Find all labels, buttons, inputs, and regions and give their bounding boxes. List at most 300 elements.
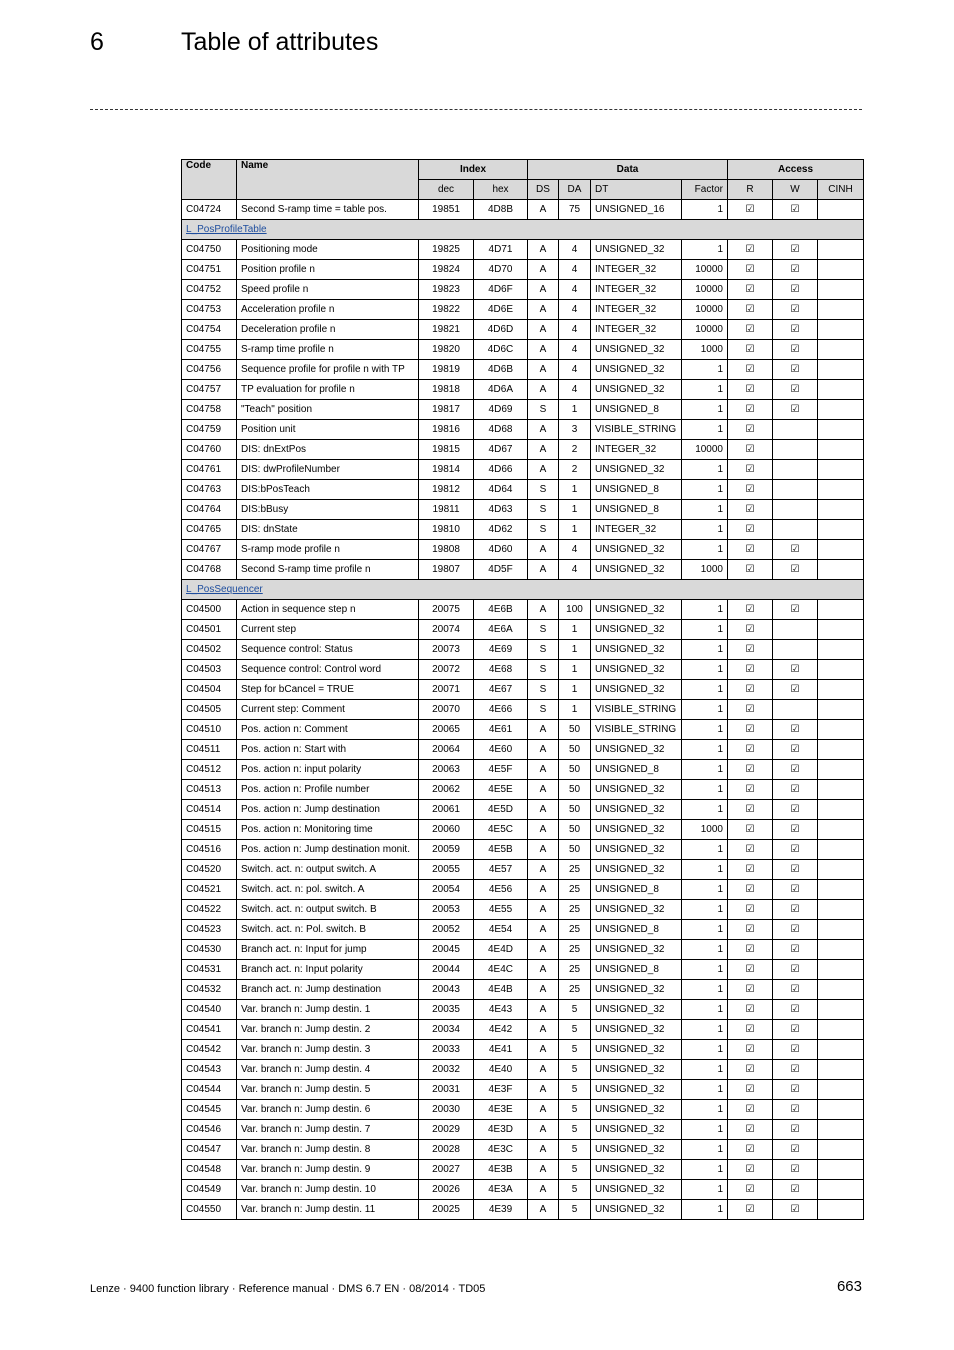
- cell-dt: UNSIGNED_32: [591, 640, 682, 660]
- cell-factor: 1: [682, 940, 728, 960]
- cell-r: ☑: [728, 720, 773, 740]
- cell-dt: UNSIGNED_32: [591, 560, 682, 580]
- cell-dt: UNSIGNED_8: [591, 760, 682, 780]
- cell-w: ☑: [773, 900, 818, 920]
- cell-dt: UNSIGNED_32: [591, 840, 682, 860]
- cell-code: C04545: [182, 1100, 237, 1120]
- cell-cinh: [818, 700, 864, 720]
- cell-da: 1: [559, 520, 591, 540]
- cell-code: C04765: [182, 520, 237, 540]
- cell-dt: UNSIGNED_32: [591, 240, 682, 260]
- table-row: [182, 960, 864, 980]
- cell-r: ☑: [728, 620, 773, 640]
- cell-w: [773, 700, 818, 720]
- section-link[interactable]: L_PosSequencer: [186, 584, 263, 595]
- cell-cinh: [818, 960, 864, 980]
- cell-ds: S: [528, 480, 559, 500]
- cell-da: 100: [559, 600, 591, 620]
- cell-ds: A: [528, 1040, 559, 1060]
- cell-da: 5: [559, 1080, 591, 1100]
- cell-name: TP evaluation for profile n: [237, 380, 419, 400]
- cell-dt: VISIBLE_STRING: [591, 700, 682, 720]
- cell-hex: 4E57: [474, 860, 528, 880]
- cell-r: ☑: [728, 800, 773, 820]
- cell-factor: 1: [682, 1120, 728, 1140]
- cell-cinh: [818, 400, 864, 420]
- cell-hex: 4E41: [474, 1040, 528, 1060]
- cell-r: ☑: [728, 660, 773, 680]
- cell-dec: 20030: [419, 1100, 474, 1120]
- cell-name: Switch. act. n: output switch. B: [237, 900, 419, 920]
- cell-code: C04521: [182, 880, 237, 900]
- cell-factor: 1: [682, 960, 728, 980]
- cell-cinh: [818, 260, 864, 280]
- cell-r: ☑: [728, 1120, 773, 1140]
- cell-dt: UNSIGNED_32: [591, 1080, 682, 1100]
- cell-hex: 4E4C: [474, 960, 528, 980]
- cell-code: C04523: [182, 920, 237, 940]
- cell-cinh: [818, 1200, 864, 1220]
- cell-hex: 4E5F: [474, 760, 528, 780]
- table-row: [182, 1000, 864, 1020]
- cell-cinh: [818, 420, 864, 440]
- cell-code: C04752: [182, 280, 237, 300]
- cell-dec: 20052: [419, 920, 474, 940]
- cell-da: 1: [559, 660, 591, 680]
- header-w: W: [773, 180, 818, 200]
- cell-factor: 1: [682, 720, 728, 740]
- cell-ds: A: [528, 360, 559, 380]
- cell-code: C04514: [182, 800, 237, 820]
- cell-name: Switch. act. n: pol. switch. A: [237, 880, 419, 900]
- cell-cinh: [818, 200, 864, 220]
- table-row: [182, 200, 864, 220]
- cell-w: [773, 420, 818, 440]
- table-row: [182, 380, 864, 400]
- footer-text: Lenze · 9400 function library · Reference manual · DMS 6.7 EN · 08/2014 · TD05: [90, 1283, 486, 1295]
- table-row: [182, 980, 864, 1000]
- cell-cinh: [818, 500, 864, 520]
- cell-factor: 1: [682, 860, 728, 880]
- cell-dt: INTEGER_32: [591, 260, 682, 280]
- cell-r: ☑: [728, 700, 773, 720]
- cell-factor: 10000: [682, 300, 728, 320]
- cell-name: DIS:bPosTeach: [237, 480, 419, 500]
- cell-name: Switch. act. n: Pol. switch. B: [237, 920, 419, 940]
- cell-w: [773, 440, 818, 460]
- table-row: [182, 600, 864, 620]
- cell-da: 25: [559, 880, 591, 900]
- cell-hex: 4D5F: [474, 560, 528, 580]
- cell-w: ☑: [773, 560, 818, 580]
- cell-dt: UNSIGNED_8: [591, 880, 682, 900]
- cell-w: ☑: [773, 980, 818, 1000]
- table-row: [182, 780, 864, 800]
- cell-r: ☑: [728, 360, 773, 380]
- cell-name: Sequence control: Status: [237, 640, 419, 660]
- cell-factor: 1: [682, 840, 728, 860]
- cell-name: Var. branch n: Jump destin. 9: [237, 1160, 419, 1180]
- cell-dt: UNSIGNED_32: [591, 360, 682, 380]
- cell-factor: 1: [682, 660, 728, 680]
- cell-w: ☑: [773, 1080, 818, 1100]
- cell-dt: INTEGER_32: [591, 440, 682, 460]
- cell-dt: UNSIGNED_32: [591, 1020, 682, 1040]
- cell-cinh: [818, 440, 864, 460]
- cell-dec: 20027: [419, 1160, 474, 1180]
- cell-da: 1: [559, 640, 591, 660]
- cell-ds: S: [528, 620, 559, 640]
- cell-factor: 1: [682, 1040, 728, 1060]
- cell-dt: INTEGER_32: [591, 520, 682, 540]
- cell-hex: 4E5B: [474, 840, 528, 860]
- cell-r: ☑: [728, 480, 773, 500]
- table-row: [182, 520, 864, 540]
- cell-ds: A: [528, 900, 559, 920]
- table-row: [182, 320, 864, 340]
- cell-factor: 1: [682, 1200, 728, 1220]
- cell-cinh: [818, 1140, 864, 1160]
- cell-ds: A: [528, 760, 559, 780]
- cell-ds: A: [528, 240, 559, 260]
- cell-dec: 19808: [419, 540, 474, 560]
- cell-da: 4: [559, 560, 591, 580]
- cell-cinh: [818, 660, 864, 680]
- cell-hex: 4D69: [474, 400, 528, 420]
- cell-dec: 19816: [419, 420, 474, 440]
- cell-r: ☑: [728, 860, 773, 880]
- cell-hex: 4E5C: [474, 820, 528, 840]
- table-row: [182, 860, 864, 880]
- header-dt: DT: [591, 180, 682, 200]
- cell-w: [773, 460, 818, 480]
- cell-ds: A: [528, 1060, 559, 1080]
- cell-w: ☑: [773, 280, 818, 300]
- cell-factor: 1: [682, 420, 728, 440]
- cell-name: Var. branch n: Jump destin. 4: [237, 1060, 419, 1080]
- cell-name: Pos. action n: Jump destination: [237, 800, 419, 820]
- cell-dec: 19818: [419, 380, 474, 400]
- cell-code: C04760: [182, 440, 237, 460]
- cell-hex: 4E42: [474, 1020, 528, 1040]
- cell-w: ☑: [773, 1180, 818, 1200]
- cell-hex: 4E55: [474, 900, 528, 920]
- cell-name: Var. branch n: Jump destin. 8: [237, 1140, 419, 1160]
- cell-factor: 1: [682, 520, 728, 540]
- cell-dec: 20061: [419, 800, 474, 820]
- cell-hex: 4D8B: [474, 200, 528, 220]
- cell-cinh: [818, 800, 864, 820]
- cell-dt: VISIBLE_STRING: [591, 420, 682, 440]
- cell-name: DIS: dwProfileNumber: [237, 460, 419, 480]
- cell-cinh: [818, 280, 864, 300]
- cell-dt: UNSIGNED_8: [591, 480, 682, 500]
- cell-code: C04546: [182, 1120, 237, 1140]
- cell-cinh: [818, 1160, 864, 1180]
- cell-factor: 1: [682, 1100, 728, 1120]
- cell-da: 4: [559, 260, 591, 280]
- section-cell: [182, 580, 864, 600]
- cell-code: C04531: [182, 960, 237, 980]
- cell-dec: 19812: [419, 480, 474, 500]
- cell-ds: A: [528, 420, 559, 440]
- cell-w: ☑: [773, 660, 818, 680]
- cell-w: ☑: [773, 300, 818, 320]
- cell-da: 25: [559, 860, 591, 880]
- cell-factor: 1000: [682, 340, 728, 360]
- section-row: [182, 580, 864, 600]
- cell-name: Pos. action n: Start with: [237, 740, 419, 760]
- table-row: [182, 540, 864, 560]
- cell-r: ☑: [728, 1160, 773, 1180]
- cell-w: [773, 480, 818, 500]
- cell-factor: 1000: [682, 560, 728, 580]
- cell-code: C04500: [182, 600, 237, 620]
- cell-r: ☑: [728, 900, 773, 920]
- cell-dt: UNSIGNED_8: [591, 920, 682, 940]
- cell-hex: 4E5D: [474, 800, 528, 820]
- cell-hex: 4D63: [474, 500, 528, 520]
- table-row: [182, 1160, 864, 1180]
- cell-w: ☑: [773, 1140, 818, 1160]
- cell-ds: A: [528, 920, 559, 940]
- cell-ds: A: [528, 860, 559, 880]
- cell-dt: INTEGER_32: [591, 320, 682, 340]
- cell-hex: 4E3D: [474, 1120, 528, 1140]
- cell-dec: 19824: [419, 260, 474, 280]
- cell-r: ☑: [728, 1180, 773, 1200]
- cell-name: Var. branch n: Jump destin. 5: [237, 1080, 419, 1100]
- cell-dec: 19817: [419, 400, 474, 420]
- cell-factor: 1: [682, 1000, 728, 1020]
- cell-w: [773, 520, 818, 540]
- cell-hex: 4D68: [474, 420, 528, 440]
- cell-name: Sequence control: Control word: [237, 660, 419, 680]
- cell-w: ☑: [773, 920, 818, 940]
- cell-hex: 4E40: [474, 1060, 528, 1080]
- cell-name: Sequence profile for profile n with TP: [237, 360, 419, 380]
- cell-dec: 20065: [419, 720, 474, 740]
- cell-code: C04520: [182, 860, 237, 880]
- cell-factor: 1: [682, 780, 728, 800]
- cell-w: ☑: [773, 1040, 818, 1060]
- cell-dec: 19814: [419, 460, 474, 480]
- cell-code: C04750: [182, 240, 237, 260]
- cell-w: ☑: [773, 880, 818, 900]
- cell-code: C04505: [182, 700, 237, 720]
- cell-r: ☑: [728, 940, 773, 960]
- cell-w: ☑: [773, 720, 818, 740]
- cell-ds: A: [528, 260, 559, 280]
- cell-da: 4: [559, 240, 591, 260]
- cell-cinh: [818, 1020, 864, 1040]
- cell-da: 25: [559, 960, 591, 980]
- cell-hex: 4D6D: [474, 320, 528, 340]
- table-row: [182, 260, 864, 280]
- cell-name: "Teach" position: [237, 400, 419, 420]
- cell-hex: 4E3C: [474, 1140, 528, 1160]
- cell-dec: 20071: [419, 680, 474, 700]
- header-da: DA: [559, 180, 591, 200]
- cell-factor: 10000: [682, 280, 728, 300]
- table-row: [182, 480, 864, 500]
- table-row: [182, 240, 864, 260]
- cell-name: Branch act. n: Input for jump: [237, 940, 419, 960]
- cell-dec: 19815: [419, 440, 474, 460]
- cell-ds: A: [528, 960, 559, 980]
- cell-code: C04543: [182, 1060, 237, 1080]
- cell-dec: 20070: [419, 700, 474, 720]
- cell-r: ☑: [728, 740, 773, 760]
- cell-hex: 4E54: [474, 920, 528, 940]
- header-cinh: CINH: [818, 180, 864, 200]
- cell-dt: UNSIGNED_32: [591, 980, 682, 1000]
- cell-da: 25: [559, 900, 591, 920]
- cell-dt: UNSIGNED_32: [591, 1140, 682, 1160]
- cell-hex: 4E5E: [474, 780, 528, 800]
- header-dec: dec: [419, 180, 474, 200]
- cell-w: ☑: [773, 1100, 818, 1120]
- cell-code: C04544: [182, 1080, 237, 1100]
- cell-hex: 4E56: [474, 880, 528, 900]
- cell-code: C04510: [182, 720, 237, 740]
- cell-code: C04755: [182, 340, 237, 360]
- cell-r: ☑: [728, 460, 773, 480]
- cell-r: ☑: [728, 520, 773, 540]
- cell-hex: 4E3A: [474, 1180, 528, 1200]
- cell-name: Var. branch n: Jump destin. 3: [237, 1040, 419, 1060]
- cell-name: Step for bCancel = TRUE: [237, 680, 419, 700]
- cell-code: C04754: [182, 320, 237, 340]
- cell-hex: 4D62: [474, 520, 528, 540]
- cell-hex: 4D66: [474, 460, 528, 480]
- cell-w: ☑: [773, 1060, 818, 1080]
- cell-da: 50: [559, 820, 591, 840]
- cell-w: ☑: [773, 600, 818, 620]
- cell-hex: 4D60: [474, 540, 528, 560]
- attribute-table: [181, 159, 864, 1220]
- cell-code: C04549: [182, 1180, 237, 1200]
- cell-r: ☑: [728, 920, 773, 940]
- cell-cinh: [818, 900, 864, 920]
- cell-hex: 4E4B: [474, 980, 528, 1000]
- cell-r: ☑: [728, 260, 773, 280]
- cell-dt: UNSIGNED_32: [591, 1120, 682, 1140]
- cell-da: 25: [559, 980, 591, 1000]
- table-row: [182, 400, 864, 420]
- cell-dt: UNSIGNED_32: [591, 860, 682, 880]
- cell-r: ☑: [728, 1000, 773, 1020]
- cell-factor: 1: [682, 400, 728, 420]
- cell-factor: 1: [682, 640, 728, 660]
- cell-dec: 20059: [419, 840, 474, 860]
- cell-w: ☑: [773, 1200, 818, 1220]
- cell-dt: UNSIGNED_32: [591, 740, 682, 760]
- cell-dec: 20075: [419, 600, 474, 620]
- cell-w: ☑: [773, 1020, 818, 1040]
- cell-da: 4: [559, 360, 591, 380]
- cell-r: ☑: [728, 960, 773, 980]
- cell-w: ☑: [773, 1000, 818, 1020]
- table-row: [182, 1100, 864, 1120]
- cell-hex: 4E68: [474, 660, 528, 680]
- cell-r: ☑: [728, 340, 773, 360]
- cell-dt: UNSIGNED_32: [591, 460, 682, 480]
- section-link[interactable]: L_PosProfileTable: [186, 224, 267, 235]
- cell-da: 50: [559, 760, 591, 780]
- cell-name: Positioning mode: [237, 240, 419, 260]
- cell-dec: 19807: [419, 560, 474, 580]
- header-r: R: [728, 180, 773, 200]
- cell-ds: A: [528, 800, 559, 820]
- cell-da: 1: [559, 620, 591, 640]
- table-row: [182, 840, 864, 860]
- cell-da: 50: [559, 800, 591, 820]
- cell-dec: 20028: [419, 1140, 474, 1160]
- cell-da: 5: [559, 1120, 591, 1140]
- cell-code: C04768: [182, 560, 237, 580]
- header-hex: hex: [474, 180, 528, 200]
- cell-r: ☑: [728, 980, 773, 1000]
- table-row: [182, 1180, 864, 1200]
- cell-dec: 20072: [419, 660, 474, 680]
- cell-factor: 10000: [682, 320, 728, 340]
- cell-ds: A: [528, 200, 559, 220]
- cell-cinh: [818, 340, 864, 360]
- cell-w: ☑: [773, 800, 818, 820]
- cell-dec: 20062: [419, 780, 474, 800]
- cell-factor: 1: [682, 1060, 728, 1080]
- cell-factor: 10000: [682, 440, 728, 460]
- header-factor: Factor: [682, 180, 728, 200]
- table-row: [182, 420, 864, 440]
- cell-hex: 4E6B: [474, 600, 528, 620]
- cell-dec: 20043: [419, 980, 474, 1000]
- cell-ds: A: [528, 980, 559, 1000]
- cell-code: C04501: [182, 620, 237, 640]
- cell-dt: UNSIGNED_32: [591, 940, 682, 960]
- cell-hex: 4E6A: [474, 620, 528, 640]
- cell-w: ☑: [773, 940, 818, 960]
- cell-name: DIS:bBusy: [237, 500, 419, 520]
- cell-w: ☑: [773, 240, 818, 260]
- cell-hex: 4D64: [474, 480, 528, 500]
- cell-dec: 20026: [419, 1180, 474, 1200]
- cell-factor: 1: [682, 500, 728, 520]
- cell-da: 5: [559, 1020, 591, 1040]
- cell-factor: 1: [682, 1080, 728, 1100]
- cell-hex: 4E61: [474, 720, 528, 740]
- cell-factor: 1: [682, 920, 728, 940]
- cell-ds: A: [528, 560, 559, 580]
- cell-dec: 20035: [419, 1000, 474, 1020]
- cell-dt: UNSIGNED_16: [591, 200, 682, 220]
- cell-da: 4: [559, 320, 591, 340]
- cell-da: 50: [559, 780, 591, 800]
- cell-dt: UNSIGNED_32: [591, 780, 682, 800]
- cell-dt: UNSIGNED_8: [591, 500, 682, 520]
- cell-code: C04548: [182, 1160, 237, 1180]
- table-row: [182, 560, 864, 580]
- cell-cinh: [818, 840, 864, 860]
- cell-da: 1: [559, 680, 591, 700]
- chapter-title: Table of attributes: [181, 28, 379, 56]
- header-code: Code: [182, 160, 237, 200]
- table-row: [182, 640, 864, 660]
- cell-r: ☑: [728, 1040, 773, 1060]
- table-row: [182, 760, 864, 780]
- cell-r: ☑: [728, 280, 773, 300]
